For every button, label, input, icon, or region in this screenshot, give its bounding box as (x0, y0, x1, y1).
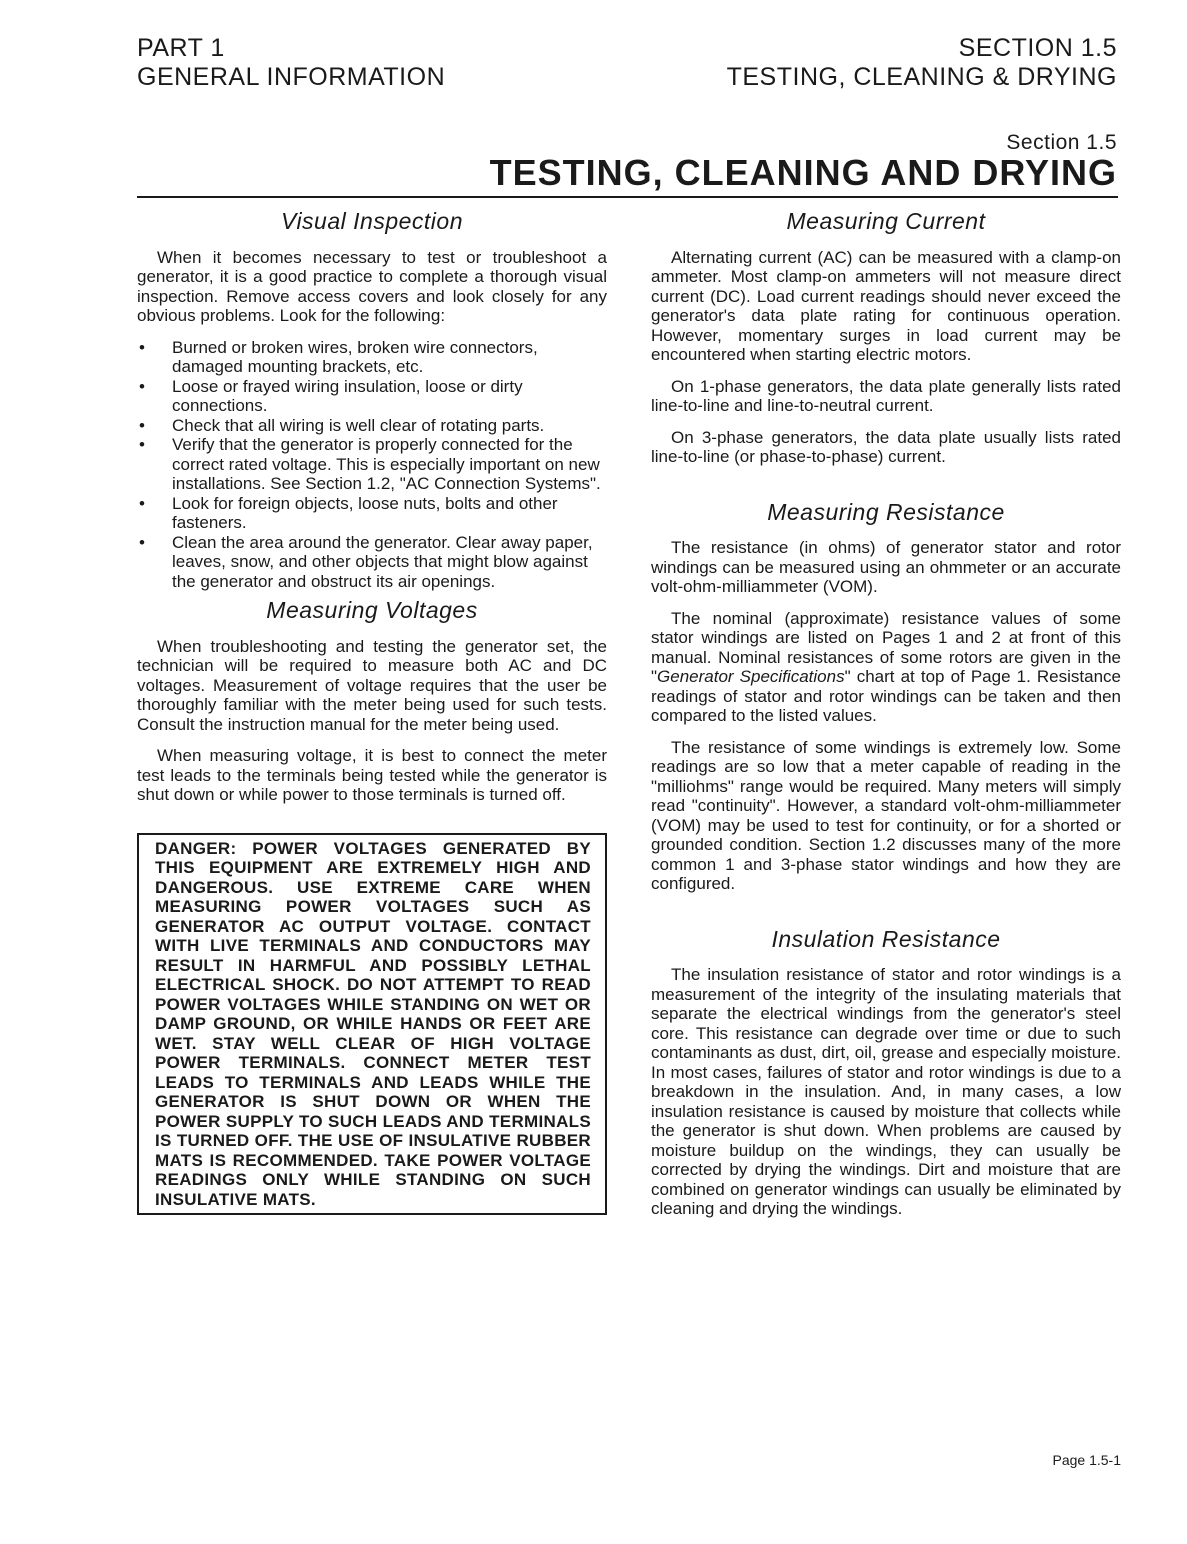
page-header-right (727, 34, 1117, 92)
page-number: Page 1.5-1 (1052, 1452, 1121, 1468)
visual-inspection-heading: Visual Inspection (281, 208, 463, 234)
measuring-resistance-paragraph-1: The resistance (in ohms) of generator stator and rotor windings can be measured using an ohmmeter or an accurate volt-ohm-milliammeter (VOM). (651, 538, 1121, 596)
list-item: • Check that all wiring is well clear of rotating parts. (139, 415, 545, 435)
list-item: • Burned or broken wires, broken wire connectors, damaged mounting brackets, etc. (139, 337, 538, 376)
danger-warning-box: DANGER: POWER VOLTAGES GENERATED BY THIS EQUIPMENT ARE EXTREMELY HIGH AND DANGEROUS. USE EXTREME CARE WHEN MEASURING POWER VOLTAGES SUCH AS GENERATOR AC OUTPUT VOLTAGE. CONTACT WITH LIVE TERMINALS AND CONDUCTORS MAY RESULT IN HARMFUL AND POSSIBLY LETHAL ELECTRICAL SHOCK. DO NOT ATTEMPT TO READ POWER VOLTAGES WHILE STANDING ON WET OR DAMP GROUND, OR WHILE HANDS OR FEET ARE WET. STAY WELL CLEAR OF HIGH VOLTAGE POWER TERMINALS. CONNECT METER TEST LEADS TO TERMINALS AND LEADS WHILE THE GENERATOR IS SHUT DOWN OR WHEN THE POWER SUPPLY TO SUCH LEADS AND TERMINALS IS TURNED OFF. THE USE OF INSULATIVE RUBBER MATS IS RECOMMENDED. TAKE POWER VOLTAGE READINGS ONLY WHILE STANDING ON SUCH INSULATIVE MATS. (137, 833, 607, 1216)
section-heading-label: Section 1.5 (1006, 131, 1117, 154)
right-column (651, 210, 1121, 1231)
list-item: • Loose or frayed wiring insulation, loose or dirty connections. (139, 376, 523, 415)
spec-chart-reference: Generator Specifications (657, 667, 845, 686)
insulation-resistance-paragraph: The insulation resistance of stator and rotor windings is a measurement of the integrity of the insulating materials that separate the electrical windings from the generator's steel core. This resistance can degrade over time or due to such contaminants as dust, dirt, oil, grease and especially moisture. In most cases, failures of stator and rotor windings is due to a breakdown in the insulation. And, in many cases, a low insulation resistance is caused by moisture that collects while the generator is shut down. When problems are caused by moisture buildup on the windings, they can usually be corrected by drying the windings. Dirt and moisture that are combined on generator windings can usually be eliminated by cleaning and drying the windings. (651, 965, 1121, 1218)
measuring-voltages-paragraph-1: When troubleshooting and testing the generator set, the technician will be required to measure both AC and DC voltages. Measurement of voltage requires that the user be thoroughly familiar with the meter being used for such tests. Consult the instruction manual for the meter being used. (137, 636, 607, 734)
measuring-resistance-paragraph-2: The nominal (approximate) resistance values of some stator windings are listed on Pages 1 and 2 at front of this manual. Nominal resistances of some rotors are given in the "Generator Specifications" chart at top of Page 1. Resistance readings of stator and rotor windings can be taken and then compared to the listed values. (651, 608, 1122, 725)
part-label: PART 1 (137, 34, 225, 62)
section-label: SECTION 1.5 (958, 34, 1117, 62)
list-item: • Verify that the generator is properly connected for the correct rated voltage. This is especially important on new installations. See Section 1.2, "AC Connection Systems". (139, 435, 601, 493)
measuring-current-paragraph-1: Alternating current (AC) can be measured with a clamp-on ammeter. Most clamp-on ammeters will not measure direct current (DC). Load current readings should never exceed the generator's data plate rating for continuous operation. However, momentary surges in load current may be encountered when starting electric motors. (651, 247, 1121, 364)
list-item: • Look for foreign objects, loose nuts, bolts and other fasteners. (139, 493, 558, 532)
insulation-resistance-heading: Insulation Resistance (771, 925, 1001, 952)
page-header-left (137, 34, 445, 92)
measuring-current-paragraph-2: On 1-phase generators, the data plate generally lists rated line-to-line and line-to-neutral current. (651, 376, 1121, 415)
title-rule-divider (137, 196, 1118, 198)
bullet-icon: • (139, 337, 145, 357)
bullet-icon: • (139, 532, 145, 552)
bullet-icon: • (139, 415, 145, 435)
visual-inspection-intro: When it becomes necessary to test or troubleshoot a generator, it is a good practice to complete a thorough visual inspection. Remove access covers and look closely for any obvious problems. Look for the following: (137, 247, 607, 325)
page-title: TESTING, CLEANING AND DRYING (489, 152, 1117, 193)
bullet-icon: • (139, 376, 145, 396)
part-title: GENERAL INFORMATION (137, 63, 446, 91)
measuring-current-heading: Measuring Current (786, 208, 986, 234)
list-item: • Clean the area around the generator. Clear away paper, leaves, snow, and other objects that might blow against the generator and obstruct its air openings. (139, 532, 593, 591)
inspection-checklist (137, 338, 607, 592)
measuring-voltages-paragraph-2: When measuring voltage, it is best to connect the meter test leads to the terminals being tested while the generator is shut down or while power to those terminals is turned off. (137, 746, 607, 804)
measuring-voltages-heading: Measuring Voltages (266, 597, 478, 623)
left-column (137, 210, 607, 1215)
section-header-title: TESTING, CLEANING & DRYING (726, 63, 1117, 91)
measuring-resistance-paragraph-3: The resistance of some windings is extremely low. Some readings are so low that a meter capable of reading in the "milliohms" range would be required. Many meters will simply read "continuity". However, a standard volt-ohm-milliammeter (VOM) may be used to test for continuity, or for a shorted or grounded condition. Section 1.2 discusses many of the more common 1 and 3-phase stator windings and how they are configured. (651, 737, 1121, 893)
bullet-icon: • (139, 435, 145, 454)
bullet-icon: • (139, 493, 145, 513)
measuring-current-paragraph-3: On 3-phase generators, the data plate usually lists rated line-to-line (or phase-to-phase) current. (651, 427, 1121, 466)
measuring-resistance-heading: Measuring Resistance (767, 498, 1005, 525)
